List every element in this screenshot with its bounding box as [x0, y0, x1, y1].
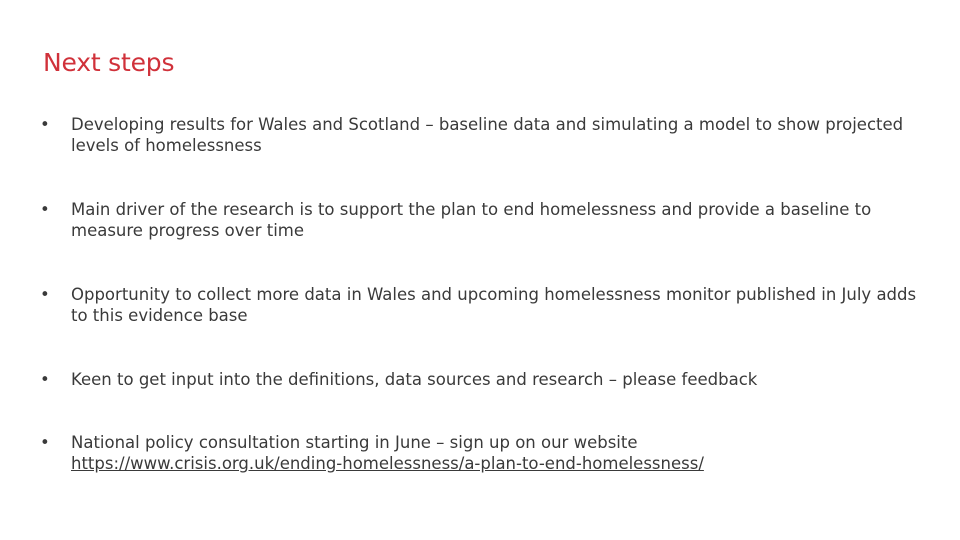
bullet-dot-icon: •	[40, 433, 50, 452]
bullet-text: Main driver of the research is to support the plan to end homelessness and provide a baseline to measure progress over time	[71, 200, 872, 240]
bullet-dot-icon: •	[40, 370, 50, 389]
bullet-item	[40, 432, 920, 474]
bullet-text: Opportunity to collect more data in Wales and upcoming homelessness monitor published in July adds to this evidence base	[71, 285, 917, 325]
bullet-item	[40, 284, 920, 326]
bullet-dot-icon: •	[40, 285, 50, 304]
bullet-dot-icon: •	[40, 115, 50, 134]
bullet-item	[40, 369, 920, 390]
bullet-text: Keen to get input into the definitions, data sources and research – please feedback	[71, 370, 758, 389]
bullet-list	[40, 112, 920, 474]
bullet-item	[40, 199, 920, 241]
bullet-dot-icon: •	[40, 200, 50, 219]
plan-link[interactable]: https://www.crisis.org.uk/ending-homelessness/a-plan-to-end-homelessness/	[71, 454, 704, 473]
bullet-item	[40, 114, 920, 156]
bullet-text: Developing results for Wales and Scotland – baseline data and simulating a model to show projected levels of homelessness	[71, 115, 904, 155]
slide-title: Next steps	[43, 48, 175, 77]
bullet-text: National policy consultation starting in June – sign up on our website	[71, 433, 638, 452]
